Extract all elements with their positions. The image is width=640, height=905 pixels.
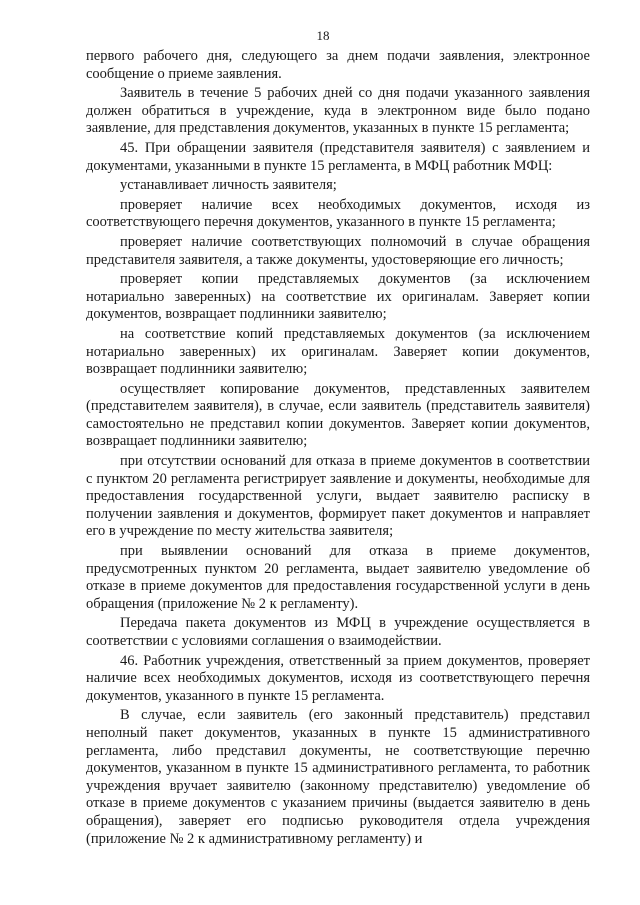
page-number: 18 bbox=[316, 28, 330, 43]
paragraph-14: В случае, если заявитель (его законный представитель) представил неполный пакет документов, указанных в пункте 15 административного регламента, либо представил документы, не соответствующие перечню документов, указанном в пункте 15 административного регламента, то работник учреждения вручает заявителю (законному представителю) уведомление об отказе в приеме документов с указанием причины (выдается заявителю в день обращения), заверяет его подписью руководителя отдела учреждения (приложение № 2 к административному регламенту) и bbox=[86, 707, 590, 847]
paragraph-7: проверяет копии представляемых документов (за исключением нотариально заверенных) на соответствие их оригиналам. Заверяет копии документов, возвращает подлинники заявителю; bbox=[86, 271, 590, 323]
paragraph-12: Передача пакета документов из МФЦ в учреждение осуществляется в соответствии с условиями соглашения о взаимодействии. bbox=[86, 615, 590, 649]
paragraph-6: проверяет наличие соответствующих полномочий в случае обращения представителя заявителя, а также документы, удостоверяющие его личность; bbox=[86, 233, 590, 268]
paragraph-1: первого рабочего дня, следующего за днем подачи заявления, электронное сообщение о приеме заявления. bbox=[86, 48, 590, 82]
paragraph-10: при отсутствии оснований для отказа в приеме документов в соответствии с пунктом 20 регламента регистрирует заявление и документы, необходимые для предоставления государственной услуги, выдает заявителю расписку в получении заявления и документов, формирует пакет документов и направляет его в учреждение по месту жительства заявителя; bbox=[86, 453, 590, 540]
paragraph-4: устанавливает личность заявителя; bbox=[120, 177, 337, 194]
paragraph-9: осуществляет копирование документов, представленных заявителем (представителем заявителя), в случае, если заявитель (представитель заявителя) самостоятельно не представил копии документов. Заверяет копии документов, возвращает подлинники заявителю; bbox=[86, 380, 590, 450]
paragraph-11: при выявлении оснований для отказа в приеме документов, предусмотренных пунктом 20 регламента, выдает заявителю уведомление об отказе в приеме документов для предоставления государственной услуги в день обращения (приложение № 2 к регламенту). bbox=[86, 543, 590, 612]
paragraph-2: Заявитель в течение 5 рабочих дней со дня подачи указанного заявления должен обратиться в учреждение, куда в электронном виде было подано заявление, для представления документов, указанных в пункте 15 регламента; bbox=[86, 85, 590, 137]
paragraph-5: проверяет наличие всех необходимых документов, исходя из соответствующего перечня документов, указанного в пункте 15 регламента; bbox=[86, 196, 590, 231]
paragraph-8: на соответствие копий представляемых документов (за исключением нотариально заверенных) их оригиналам. Заверяет копии документов, возвращает подлинники заявителю; bbox=[86, 325, 590, 378]
paragraph-13: 46. Работник учреждения, ответственный за прием документов, проверяет наличие всех необходимых документов, исходя из соответствующего перечня документов, указанного в пункте 15 регламента. bbox=[86, 652, 590, 704]
paragraph-3: 45. При обращении заявителя (представителя заявителя) с заявлением и документами, указанными в пункте 15 регламента, в МФЦ работник МФЦ: bbox=[86, 139, 590, 174]
